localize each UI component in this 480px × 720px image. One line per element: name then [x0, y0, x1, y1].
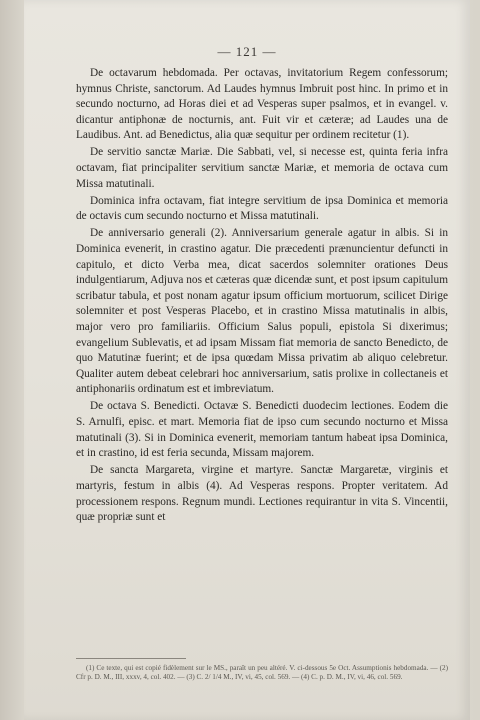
body-text: [76, 66, 448, 527]
footnote-text: (1) Ce texte, qui est copié fidèlement sur le MS., paraît un peu altéré. V. ci-dessous 5e Oct. Assumptionis hebdomada. — (2) Cfr p. D. M., III, xxxv, 4, col. 402. — (3) C. 2/ 1/4 M., IV, vi, 45, col. 569. — (4) C. p. D. M., IV, vi, 46, col. 569.: [76, 664, 448, 681]
paragraph-octavarum: De octavarum hebdomada. Per octavas, invitatorium Regem confessorum; hymnus Christe, sanctorum. Ad Laudes hymnus Imbruit post hinc. In primo et in secundo nocturno, ad Horas diei et ad Vesperas super psalmos, et in evangel. v. dicantur antiphonæ de nocturnis, ant. Fuit vir et cæteræ; ad Laudes una de Laudibus. Ant. ad Benedictus, alia quæ sequitur per ordinem recitetur (1).: [76, 67, 448, 142]
paragraph-margareta: De sancta Margareta, virgine et martyre. Sanctæ Margaretæ, virginis et martyris, festum in albis (4). Ad Vesperas respons. Propter veritatem. Ad processionem respons. Regnum mundi. Lectiones requirantur in vita S. Vincentii, quæ propriæ sunt et: [76, 464, 448, 524]
footnotes: [76, 664, 448, 682]
paragraph-anniversario: De anniversario generali (2). Anniversarium generale agatur in albis. Si in Dominica evenerit, in crastino agatur. Die præcedenti prænuncientur defuncti in capitulo, et dicto Verba mea, dicat sacerdos solemniter orationes Deus indulgentiarum, Adjuva nos et cæteras quæ dicendæ sunt, et post ipsum capitulum scribatur tabula, et post nonam agatur ipsum officium mortuorum, scilicet Dirige solemniter et post Vesperas Placebo, et in crastino Missa matutinalis in albis, major vero pro familiariis. Officium Salus populi, epistola Si dixerimus; evangelium Sublevatis, et ad ipsam Missam fiat memoria de sancto Benedicto, de quo Matutinæ fuerint; et de ipsa quœdam Missa privatim ab aliquo celebretur. Qualiter autem debeat celebrari hoc anniversarium, satis prolixe in collectaneis et antiphonariis ordinatum est et imbreviatum.: [76, 227, 448, 396]
paragraph-benedicti: De octava S. Benedicti. Octavæ S. Benedicti duodecim lectiones. Eodem die S. Arnulfi, episc. et mart. Memoria fiat de ipso cum secundo nocturno et Missa matutinali (3). Si in Dominica evenerit, memoriam tantum habeat ipsa Dominica, et in crastino, id est feria secunda, Missam majorem.: [76, 400, 448, 460]
paragraph-dominica: Dominica infra octavam, fiat integre servitium de ipsa Dominica et memoria de octavis cum secundo nocturno et Missa matutinali.: [76, 194, 448, 223]
footnote-divider: [76, 658, 186, 659]
paragraph-servitio: De servitio sanctæ Mariæ. Die Sabbati, vel, si necesse est, quinta feria infra octavam, fiat principaliter servitium sanctæ Mariæ, et memoria de octava cum Missa matutinali.: [76, 146, 448, 190]
page-number: — 121 —: [217, 44, 277, 59]
book-page: [24, 0, 470, 720]
